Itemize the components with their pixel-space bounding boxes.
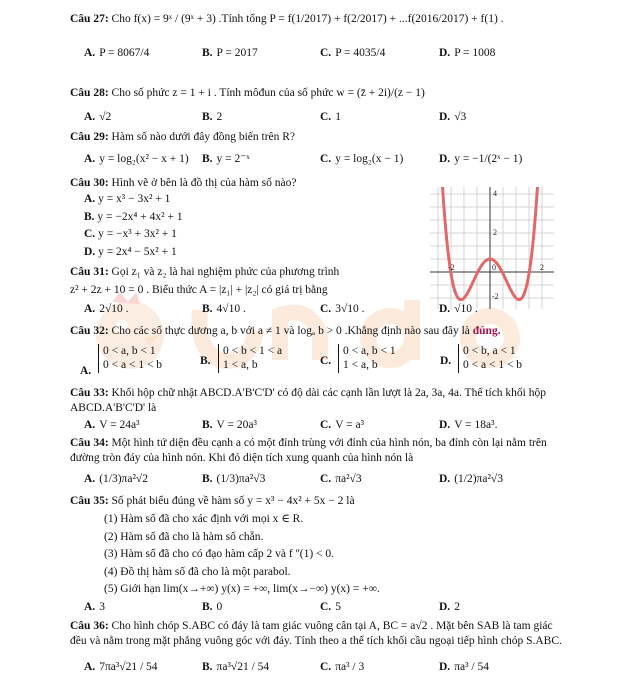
statement-3: (3) Hàm số đã cho có đạo hàm cấp 2 và f ''(1) < 0. [104,548,335,560]
option-a: A. (1/3)πa²√2 [84,473,148,485]
question-36 [70,619,630,633]
question-number: Câu 27: [70,13,109,25]
question-31 [70,265,630,279]
option-c: C. 5 [320,601,341,613]
option-d: D. √3 [439,111,467,123]
tick-x-neg2: -2 [448,263,455,272]
question-text: Cho f(x) = 9ˣ / (9ˣ + 3) .Tính tổng P = f(1/2017) + f(2/2017) + ...f(2016/2017) + f(1) . [111,13,504,25]
question-31-line2: z² + 2z + 10 = 0 . Biểu thức A = |z₁| + |z₂| có giá trị bằng [70,284,328,296]
question-34-line2: đường tròn đáy của hình nón. Khi đó diện tích xung quanh của hình nón là [70,452,414,464]
question-text: Cho số phức z = 1 + i . Tính môđun của số phức w = (z̄ + 2i)/(z − 1) [111,87,425,99]
question-text-line1: Cho hình chóp S.ABC có đáy là tam giác vuông cân tại A, BC = a√2 . Mặt bên SAB là tam giác [111,620,553,632]
question-text: Hình vẽ ở bên là đồ thị của hàm số nào? [111,177,297,189]
question-36-line2: đều và nằm trong mặt phẳng vuông góc với đáy. Tính theo a thể tích khối cầu ngoại tiếp hình chóp S.ABC. [70,635,562,647]
option-d: D. √10 . [439,303,478,315]
statement-2: (2) Hàm số đã cho là hàm số chẵn. [104,530,264,543]
question-28 [70,86,630,100]
question-30-options [84,192,183,262]
option-c: C. 1 [320,111,341,123]
option-a: A. P = 8067/4 [84,47,150,59]
option-c: C. V = a³ [320,419,365,431]
question-27 [70,12,630,26]
question-number: Câu 28: [70,87,109,99]
option-a: A. y = x³ − 3x² + 1 [84,193,171,205]
option-b: B. V = 20a³ [202,419,257,431]
option-d: D. (1/2)πa²√3 [439,473,503,485]
question-33-line2: ABCD.A'B'C'D' là [70,402,157,414]
question-text: Hàm số nào dưới đây đồng biến trên R? [111,131,296,143]
option-a: A. 2√10 . [84,303,129,315]
question-32-options: A. 0 < a, b < 1 0 < a < 1 < b B. 0 < b < 1 < a 1 < a, b C. 0 < a, b < 1 1 < a, b D. 0 < b, a < 1 0 < a < 1 < b [80,345,523,377]
question-number: Câu 32: [70,325,109,337]
question-34 [70,436,630,450]
question-number: Câu 33: [70,387,109,399]
question-number: Câu 29: [70,131,109,143]
tick-y-2: 2 [493,228,497,237]
option-c: C. y = −x³ + 3x² + 1 [84,228,177,240]
statement-5: (5) Giới hạn lim(x→+∞) y(x) = +∞, lim(x→−∞) y(x) = +∞. [104,583,380,595]
option-b: B. 4√10 . [202,303,246,315]
option-b: B. P = 2017 [202,47,258,59]
option-a: A. y = log₂(x² − x + 1) [84,153,189,165]
option-d: D. πa³ / 54 [439,661,489,673]
option-b: B. πa³√21 / 54 [202,661,270,673]
question-text-line1: Một hình tứ diện đều cạnh a có một đỉnh trùng với đỉnh của hình nón, ba đỉnh còn lại nằm trên [111,437,547,449]
option-c: C. πa²√3 [320,473,362,485]
question-32 [70,324,630,338]
option-c: C. y = log₂(x − 1) [320,153,404,165]
question-number: Câu 34: [70,437,109,449]
option-b: B. 0 [202,601,223,613]
tick-y-neg2: -2 [492,292,499,301]
option-b: B. (1/3)πa²√3 [202,473,266,485]
question-emphasis: đúng. [472,325,501,337]
option-d: D. P = 1008 [439,47,496,59]
option-a: A. √2 [84,111,112,123]
question-text-line1: Gọi z₁ và z₂ là hai nghiệm phức của phương trình [111,266,340,278]
option-c: C. P = 4035/4 [320,47,386,59]
option-c: C. πa³ / 3 [320,661,365,673]
question-35 [70,494,630,508]
statement-1: (1) Hàm số đã cho xác định với mọi x ∈ R. [104,513,304,525]
question-29 [70,130,630,144]
question-33 [70,386,630,400]
option-b: B. y = −2x⁴ + 4x² + 1 [84,210,183,223]
option-d: D. V = 18a³. [439,419,498,431]
tick-y-4: 4 [493,189,497,198]
option-d: D. y = −1/(2ˣ − 1) [439,153,523,165]
option-d: D. y = 2x⁴ − 5x² + 1 [84,245,177,258]
question-35-statements [104,512,380,600]
tick-x-0: 0 [492,263,496,272]
option-a: A. V = 24a³ [84,419,140,431]
option-a: A. 7πa³√21 / 54 [84,661,158,673]
tick-x-2: 2 [540,263,544,272]
question-number: Câu 31: [70,266,109,278]
question-text: Số phát biểu đúng về hàm số y = x³ − 4x² + 5x − 2 là [111,495,355,507]
option-a: A. 3 [84,601,105,613]
question-text: Cho các số thực dương a, b với a ≠ 1 và logₐ b > 0 .Khẳng định nào sau đây là [111,325,470,337]
question-text-line1: Khối hộp chữ nhật ABCD.A'B'C'D' có độ dài các cạnh lần lượt là 2a, 3a, 4a. Thể tích khối hộp [111,387,546,399]
option-b: B. y = 2⁻ˣ [202,153,250,165]
option-d: D. 2 [439,601,460,613]
statement-4: (4) Đồ thị hàm số đã cho là một parabol. [104,565,291,578]
option-c: C. 3√10 . [320,303,365,315]
question-number: Câu 30: [70,177,109,189]
question-number: Câu 35: [70,495,109,507]
option-b: B. 2 [202,111,223,123]
question-number: Câu 36: [70,620,109,632]
